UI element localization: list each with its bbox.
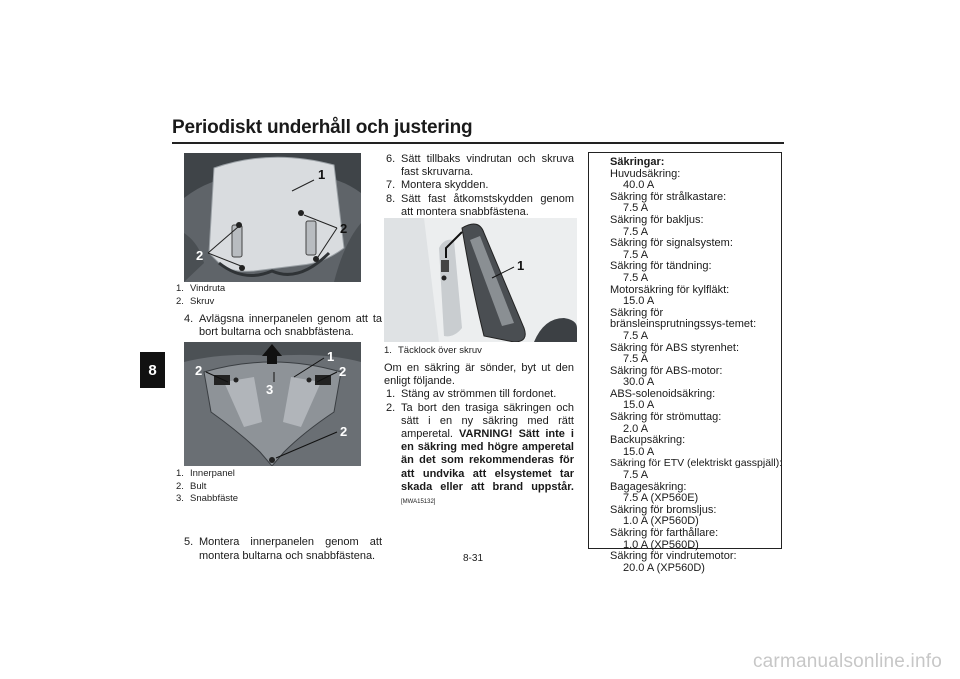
callout-2: 2 xyxy=(195,363,203,378)
fuse-item: Huvudsäkring: 40.0 A xyxy=(610,167,681,192)
step-6: 6. Sätt tillbaks vindrutan och skruva fast skruvarna. xyxy=(386,153,574,179)
step-5: 5. Montera innerpanelen genom att montera bultarna och snabbfästena. xyxy=(184,536,382,562)
fuse-item: Säkring för ABS-motor: 30.0 A xyxy=(610,364,723,389)
callout-3: 3 xyxy=(266,382,274,397)
inner-panel-illustration xyxy=(184,342,361,466)
fuse-item: Säkring för bränsleinsprutningssys-temet: 7.5 A xyxy=(610,306,757,342)
watermark: carmanualsonline.info xyxy=(752,651,942,672)
page-number: 8-31 xyxy=(463,553,484,564)
caption-item: 2. Bult xyxy=(176,480,207,492)
callout-2b: 2 xyxy=(196,248,204,263)
figure1-captions xyxy=(176,283,225,308)
fuse-item: Säkring för farthållare: 1.0 A (XP560D) xyxy=(610,527,719,551)
caption-item: 1. Täcklock över skruv xyxy=(384,345,482,356)
callout-1: 1 xyxy=(327,349,335,364)
warning-code: [MWA15132] xyxy=(401,499,436,506)
screw-cover-photo xyxy=(384,218,577,342)
fuse-step-1: 1. Stäng av strömmen till fordonet. xyxy=(386,388,557,401)
fuse-item: Backupsäkring: 15.0 A xyxy=(610,434,686,458)
steps-6-8 xyxy=(386,153,574,219)
fuse-item: Säkring för signalsystem: 7.5 A xyxy=(610,237,733,261)
windshield-illustration xyxy=(184,153,361,282)
caption-item: 1. Innerpanel xyxy=(176,468,235,479)
fuse-header: Säkringar: xyxy=(610,156,665,168)
caption-item: 1. Vindruta xyxy=(176,283,226,294)
fuse-item: Säkring för ETV (elektriskt gasspjäll): 7.5 A xyxy=(610,457,783,482)
fuse-replacement-text xyxy=(384,362,574,509)
fuse-item: Säkring för ABS styrenhet: 7.5 A xyxy=(610,341,740,366)
windshield-photo xyxy=(184,153,361,282)
step-7: 7. Montera skydden. xyxy=(386,179,489,192)
header-rule xyxy=(172,142,784,144)
page-title: Periodiskt underhåll och justering xyxy=(172,117,473,138)
inner-panel-photo xyxy=(184,342,361,466)
callout-2b: 2 xyxy=(339,364,347,379)
step-8: 8. Sätt fast åtkomstskydden genom att montera snabbfästena. xyxy=(386,192,574,218)
fuse-item: Motorsäkring för kylfläkt: 15.0 A xyxy=(610,283,730,308)
callout-1: 1 xyxy=(517,258,525,273)
figure2-captions xyxy=(176,468,238,506)
fuse-item: Bagagesäkring: 7.5 A (XP560E) xyxy=(610,480,699,505)
callout-1: 1 xyxy=(318,167,326,182)
fuse-item: Säkring för bromsljus: 1.0 A (XP560D) xyxy=(610,503,717,528)
fuse-item: ABS-solenoidsäkring: 15.0 A xyxy=(610,387,716,412)
warning-text: VARNING! Sätt inte i en säkring med högre amperetal än det som rekommenderas för att undvika att elsystemet tar skada eller att brand uppstår. xyxy=(401,428,574,493)
callout-2c: 2 xyxy=(340,424,348,439)
fuse-item: Säkring för vindrutemotor: 20.0 A (XP560D) xyxy=(610,550,737,574)
figure3-captions xyxy=(384,345,482,358)
caption-item: 2. Skruv xyxy=(176,295,215,307)
chapter-tab: 8 xyxy=(140,352,165,388)
fuse-list xyxy=(597,167,783,575)
caption-item: 3. Snabbfäste xyxy=(176,493,239,504)
callout-2: 2 xyxy=(340,221,348,236)
fuse-specification-box xyxy=(588,152,783,574)
intro-paragraph: Om en säkring är sönder, byt ut den enligt följande. xyxy=(384,362,574,388)
fuse-item: Säkring för tändning: 7.5 A xyxy=(610,260,712,284)
fuse-item: Säkring för bakljus: 7.5 A xyxy=(610,213,704,238)
fuse-item: Säkring för strålkastare: 7.5 A xyxy=(610,190,727,215)
step-4: 4. Avlägsna innerpanelen genom att ta bort bultarna och snabbfästena. xyxy=(184,313,382,339)
fuse-item: Säkring för strömuttag: 2.0 A xyxy=(610,411,722,435)
fuse-step-2: 2. Ta bort den trasiga säkringen och sätt i en ny säkring med rätt amperetal. VARNING! Sätt inte i en säkring med högre amperetal än det som rekommenderas för att undvika att elsystemet tar skada eller att brand uppstår. [MWA15132] xyxy=(386,401,574,506)
screw-cover-illustration xyxy=(384,218,577,342)
